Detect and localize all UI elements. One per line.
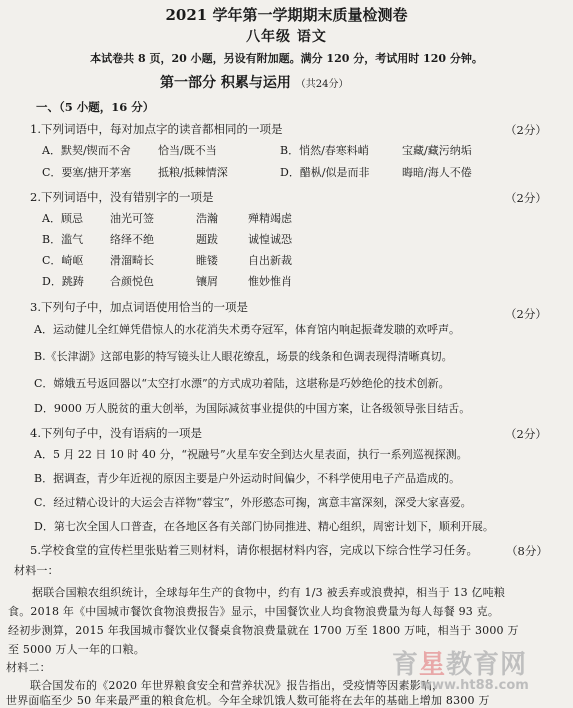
exam-subtitle: 八年级 语文 <box>246 29 327 45</box>
question-2-stem: 2.下列词语中，没有错别字的一项是 <box>30 190 214 204</box>
q2-b-word2: 络绎不绝 <box>110 233 154 246</box>
q2-b-word4: 诚惶诚恐 <box>248 233 292 246</box>
q1-option-b2: 宝藏/藏污纳垢 <box>402 144 472 157</box>
section-heading: 一、（5 小题，16 分） <box>36 100 155 114</box>
question-5-stem: 5.学校食堂的宣传栏里张贴着三则材料，请你根据材料内容，完成以下综合性学习任务。 <box>30 543 478 557</box>
q4-option-b: B．据调查，青少年近视的原因主要是户外运动时间偏少，不科学使用电子产品造成的。 <box>34 472 461 485</box>
part-heading <box>160 76 348 92</box>
q3-option-b: B.《长津湖》这部电影的特写镜头让人眼花缭乱，场景的线条和色调表现得清晰真切。 <box>34 350 453 363</box>
q2-a-word1: A．顾忌 <box>42 212 83 225</box>
q1-option-c2: 抵粮/抵棘情深 <box>158 166 228 179</box>
q2-a-word4: 殚精竭虑 <box>248 212 292 225</box>
exam-instructions: 本试卷共 8 页，20 小题，另设有附加题。满分 120 分，考试用时 120 分钟。 <box>90 52 483 65</box>
material-2-line-2: 世界面临至少 50 年来最严重的粮食危机。今年全球饥饿人数可能将在去年的基础上增加 8300 万 <box>6 694 490 707</box>
q2-c-word2: 滑溜畸长 <box>110 254 154 267</box>
q1-option-d2: 晦暗/海人不倦 <box>402 166 472 179</box>
material-1-line-4: 至 5000 万人一年的口粮。 <box>8 643 145 656</box>
q4-option-d: D．第七次全国人口普查，在各地区各有关部门协同推进、精心组织，周密计划下，顺利开展。 <box>34 520 494 533</box>
q2-d-word4: 惟妙惟肖 <box>248 275 292 288</box>
part-title: 第一部分 积累与运用 <box>160 75 291 91</box>
material-1-line-2: 食。2018 年《中国城市餐饮食物浪费报告》显示，中国餐饮业人均食物浪费量为每人每餐 93 克。 <box>8 605 500 618</box>
question-3-stem: 3.下列句子中，加点词语使用恰当的一项是 <box>30 300 248 314</box>
material-2-label: 材料二： <box>6 661 51 674</box>
question-4-score: （2分） <box>505 427 547 441</box>
q1-option-c: C．要塞/搪开茅塞 <box>42 166 132 179</box>
material-2-line-1: 联合国发布的《2020 年世界粮食安全和营养状况》报告指出，受疫情等因素影响， <box>30 679 444 692</box>
q2-c-word3: 睢镂 <box>196 254 218 267</box>
material-1-line-3: 经初步测算，2015 年我国城市餐饮业仅餐桌食物浪费量就在 1700 万至 1800 万吨，相当于 3000 万 <box>8 624 519 637</box>
question-3-score: （2分） <box>505 307 547 321</box>
q2-c-word1: C．崎岖 <box>42 254 84 267</box>
question-1-score: （2分） <box>505 123 547 137</box>
q3-option-d: D．9000 万人脱贫的重大创举，为国际减贫事业提供的中国方案，让各级领导张目结舌。 <box>34 402 471 415</box>
watermark-text-a: 育 <box>392 650 420 680</box>
q2-d-word1: D．跳踌 <box>42 275 84 288</box>
question-2-score: （2分） <box>505 191 547 205</box>
q4-option-a: A．5 月 22 日 10 时 40 分，“祝融号”火星车安全到达火星表面，执行一系列巡视探测。 <box>34 448 468 461</box>
watermark-text-mid: 星 <box>419 650 447 680</box>
q4-option-c: C．经过精心设计的大运会吉祥物“蓉宝”，外形憨态可掬，寓意丰富深刻，深受大家喜爱。 <box>34 496 472 509</box>
q1-option-d: D．醋枞/似是而非 <box>280 166 370 179</box>
question-5-score: （8分） <box>506 544 548 558</box>
watermark-url: www.ht88.com <box>420 678 529 693</box>
watermark-logo <box>392 644 527 681</box>
question-4-stem: 4.下列句子中，没有语病的一项是 <box>30 426 202 440</box>
q2-d-word3: 镶屑 <box>196 275 218 288</box>
material-1-label: 材料一： <box>14 564 59 577</box>
part-subtitle: （共24分） <box>295 79 349 90</box>
q3-option-a: A．运动健儿全红婵凭借惊人的水花消失术勇夺冠军，体育馆内响起振聋发聩的欢呼声。 <box>34 323 460 336</box>
q2-a-word2: 油光可签 <box>110 212 154 225</box>
q2-b-word3: 题跋 <box>196 233 218 246</box>
q1-option-b: B．悄然/春寒料峭 <box>280 144 369 157</box>
q3-option-c: C．嫦娥五号返回器以“太空打水漂”的方式成功着陆，这堪称是巧妙绝伦的技术创新。 <box>34 377 450 390</box>
q2-c-word4: 自出新裁 <box>248 254 292 267</box>
exam-title: 2021 学年第一学期期末质量检测卷 <box>165 6 408 24</box>
material-1-line-1: 据联合国粮农组织统计，全球每年生产的食物中，约有 1/3 被丢弃或浪费掉，相当于 13 亿吨粮 <box>32 586 506 599</box>
q2-b-word1: B．滥气 <box>42 233 84 246</box>
watermark-text-b: 教育网 <box>446 650 528 680</box>
question-1-stem: 1.下列词语中，每对加点字的读音都相同的一项是 <box>30 122 283 136</box>
q2-d-word2: 合颜悦色 <box>110 275 154 288</box>
q2-a-word3: 浩瀚 <box>196 212 218 225</box>
q1-option-a: A．默契/锲而不舍 <box>42 144 131 157</box>
q1-option-a2: 恰当/既不当 <box>158 144 217 157</box>
